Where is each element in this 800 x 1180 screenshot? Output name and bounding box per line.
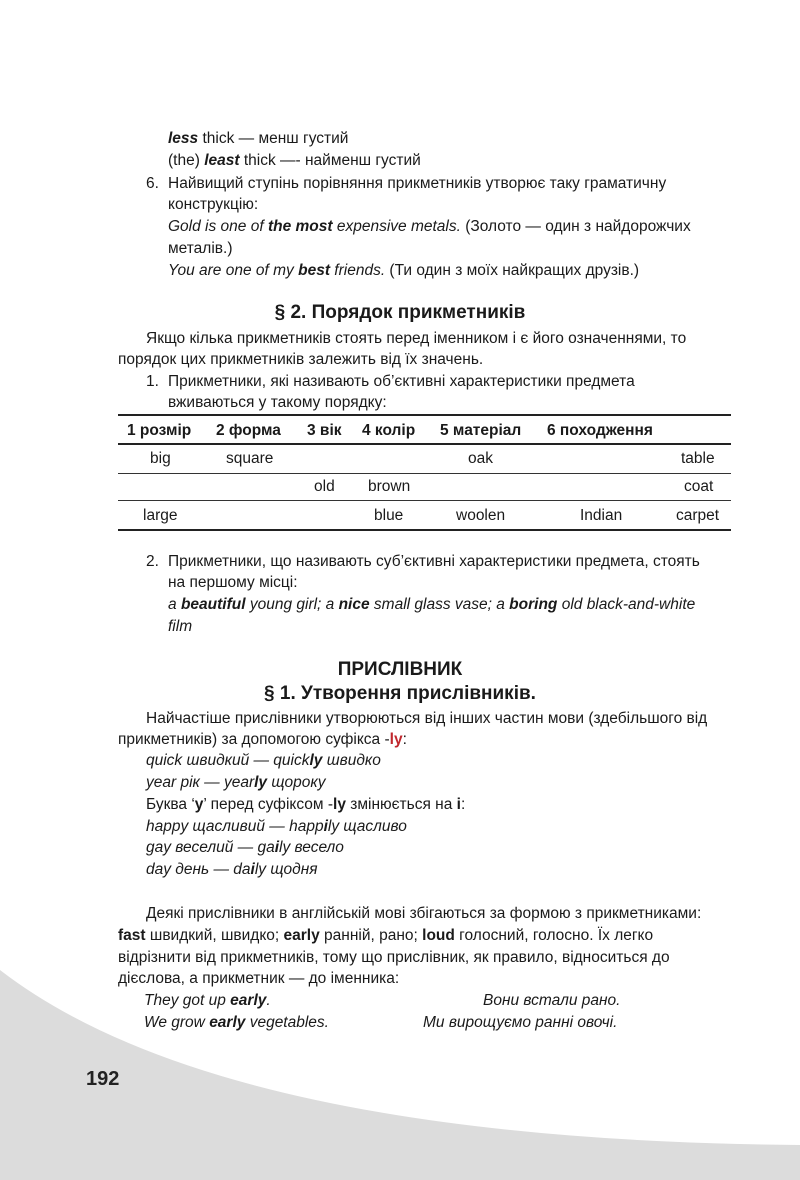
table-cell: Indian (580, 507, 623, 524)
table-cell: large (143, 507, 178, 524)
sentence-got-up-early-ua: Вони встали рано. (483, 992, 621, 1009)
item2-example-line2: film (168, 618, 193, 635)
section2-para-line1: Якщо кілька прикметників стоять перед іменником і є його означеннями, то (146, 330, 687, 347)
table-cell: coat (684, 478, 714, 495)
example-daily: day день — daily щодня (146, 861, 318, 878)
section2-heading: § 2. Порядок прикметників (274, 302, 526, 323)
sentence-grow-early-ua: Ми вирощуємо ранні овочі. (423, 1014, 618, 1031)
adverb-heading: § 1. Утворення прислівників. (264, 683, 536, 704)
table-header: 4 колір (362, 422, 416, 439)
table-cell: big (150, 450, 171, 467)
example-quickly: quick швидкий — quickly швидко (146, 752, 381, 769)
item1-line1: Прикметники, які називають об’єктивні характеристики предмета (168, 373, 635, 390)
section2-para-line2: порядок цих прикметників залежить від їх значень. (118, 351, 484, 368)
adverb-p2-line1: Деякі прислівники в англійській мові збігаються за формою з прикметниками: (146, 905, 702, 922)
table-row-rule (118, 500, 731, 501)
example-gold-line2: металів.) (168, 240, 233, 257)
sentence-grow-early: We grow early vegetables. (144, 1014, 329, 1031)
table-cell: oak (468, 450, 493, 467)
sentence-got-up-early: They got up early. (144, 992, 271, 1009)
table-cell: woolen (456, 507, 506, 524)
adverb-para-line1: Найчастіше прислівники утворюються від інших частин мови (здебільшого від (146, 710, 708, 727)
table-header: 6 походження (547, 422, 653, 439)
table-cell: blue (374, 507, 404, 524)
table-cell: old (314, 478, 335, 495)
item1-line2: вживаються у такому порядку: (168, 394, 387, 411)
table-cell: brown (368, 478, 411, 495)
adverb-p2-line2: fast швидкий, швидко; early ранній, рано; loud голосний, голосно. Їх легко (118, 927, 654, 944)
table-header: 1 розмір (127, 422, 192, 439)
table-header: 2 форма (216, 422, 281, 439)
least-line: (the) least thick —- найменш густий (168, 152, 421, 169)
table-rule-header (118, 443, 731, 445)
list-number-6: 6. (146, 175, 159, 192)
table-cell: square (226, 450, 274, 467)
item2-line2: на першому місці: (168, 574, 298, 591)
table-cell: table (681, 450, 715, 467)
table-header: 5 матеріал (440, 422, 522, 439)
table-rule-top (118, 414, 731, 416)
example-friends: You are one of my best friends. (Ти один з моїх найкращих друзів.) (168, 262, 640, 279)
example-gaily: gay веселий — gaily весело (146, 839, 344, 856)
table-cell: carpet (676, 507, 720, 524)
item6-line2: конструкцію: (168, 196, 259, 213)
table-rule-bottom (118, 529, 731, 531)
table-header: 3 вік (307, 422, 342, 439)
table-row-rule (118, 473, 731, 474)
item2-example: a beautiful young girl; a nice small glass vase; a boring old black-and-white (168, 596, 696, 613)
example-happily: happy щасливий — happily щасливо (146, 818, 407, 835)
list-number-2: 2. (146, 553, 159, 570)
adverb-para-line2: прикметників) за допомогою суфікса -ly: (118, 731, 407, 748)
adverb-p2-line3: відрізнити від прикметників, тому що прислівник, як правило, відноситься до (118, 949, 670, 966)
less-line: less thick — менш густий (168, 130, 349, 147)
list-number-1: 1. (146, 373, 159, 390)
item6-line1: Найвищий ступінь порівняння прикметників утворює таку граматичну (168, 175, 667, 192)
rule-y-to-i: Буква ‘у’ перед суфіксом -ly змінюється на i: (146, 796, 466, 813)
example-yearly: year рік — yearly щороку (146, 774, 326, 791)
example-gold: Gold is one of the most expensive metals. (Золото — один з найдорожчих (168, 218, 691, 235)
adverb-p2-line4: дієслова, а прикметник — до іменника: (118, 970, 400, 987)
item2-line1: Прикметники, що називають суб’єктивні характеристики предмета, стоять (168, 553, 700, 570)
page-number: 192 (86, 1068, 120, 1090)
adverb-title: ПРИСЛІВНИК (337, 659, 463, 680)
